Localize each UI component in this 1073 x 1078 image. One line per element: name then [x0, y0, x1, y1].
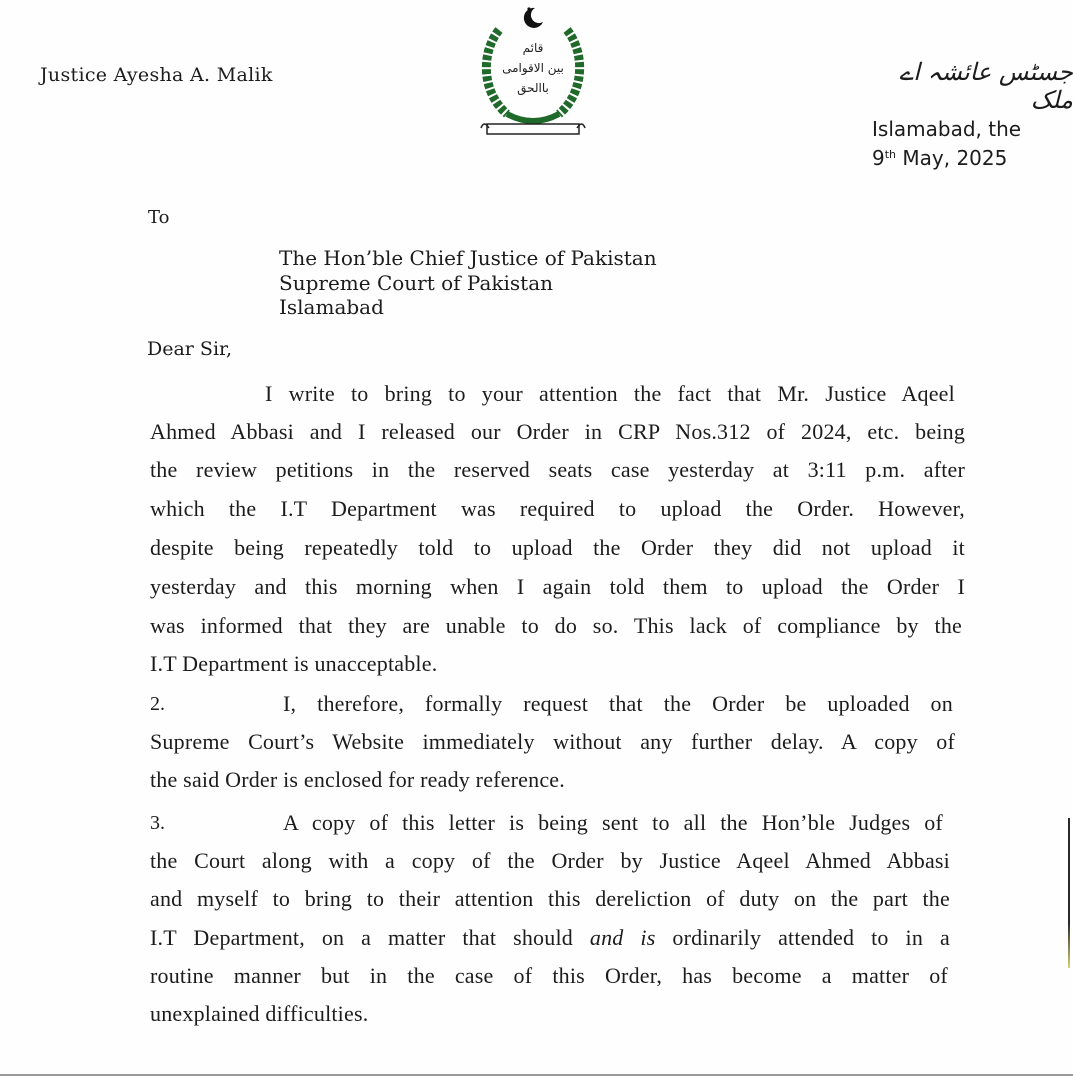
paragraph-line [150, 651, 437, 677]
paragraph-line [283, 810, 943, 836]
supreme-court-emblem-icon [477, 2, 589, 142]
text-run: I write to bring to your attention the fact that Mr. Justice Aqeel [265, 381, 955, 406]
paragraph-line [283, 691, 953, 717]
paragraph-line [150, 1001, 368, 1027]
salutation: Dear Sir, [147, 338, 233, 360]
sender-name-urdu: جسٹس عائشہ اے ملک [899, 58, 1073, 114]
date-day: 9 [872, 146, 885, 170]
date-rest: May, 2025 [902, 146, 1008, 170]
addressee-block [279, 246, 657, 320]
paragraph-line [150, 574, 965, 600]
paragraph-line [150, 613, 962, 639]
svg-text:قائم: قائم [522, 41, 544, 55]
text-run: which the I.T Department was required to upload the Order. However, [150, 496, 965, 521]
addressee-line: Supreme Court of Pakistan [279, 270, 554, 295]
paragraph-line [150, 848, 950, 874]
date-suffix: th [884, 148, 897, 161]
text-run: the review petitions in the reserved seats case yesterday at 3:11 p.m. after [150, 457, 966, 482]
date-line [872, 142, 1021, 171]
svg-text:بین الاقوامی: بین الاقوامی [502, 61, 564, 75]
paragraph-line [150, 729, 955, 755]
paragraph-line [265, 381, 955, 407]
text-run: the Court along with a copy of the Order by Justice Aqeel Ahmed Abbasi [150, 848, 950, 873]
paragraph-number: 2. [150, 693, 165, 715]
svg-text:باالحق: باالحق [517, 81, 549, 95]
text-run: despite being repeatedly told to upload the Order they did not upload it [150, 535, 965, 560]
addressee-line: Islamabad [279, 295, 384, 319]
place-and-date [872, 117, 1021, 171]
text-run: I, therefore, formally request that the Order be uploaded on [283, 691, 953, 716]
text-run: and myself to bring to their attention this dereliction of duty on the part the [150, 886, 950, 911]
to-label: To [148, 207, 170, 228]
sender-name: Justice Ayesha A. Malik [40, 64, 273, 86]
addressee-line: The Hon’ble Chief Justice of Pakistan [279, 246, 657, 270]
paragraph-line [150, 419, 965, 445]
text-run: was informed that they are unable to do so. This lack of compliance by the [150, 613, 962, 638]
paragraph-number: 3. [150, 812, 165, 834]
paragraph-line [150, 457, 965, 483]
paragraph-line [150, 767, 565, 793]
text-run: yesterday and this morning when I again told them to upload the Order I [150, 574, 965, 599]
paragraph-line [150, 886, 950, 912]
paragraph-line [150, 925, 950, 951]
paragraph-line [150, 496, 965, 522]
paragraph-line [150, 535, 965, 561]
text-run: routine manner but in the case of this Order, has become a matter of [150, 963, 948, 988]
text-run: I.T Department is unacceptable. [150, 651, 438, 676]
text-run: the said Order is enclosed for ready reference. [150, 767, 565, 792]
place-line: Islamabad, the [872, 117, 1022, 141]
text-run: Ahmed Abbasi and I released our Order in CRP Nos.312 of 2024, etc. being [150, 419, 966, 444]
emphasis-text: and is [589, 925, 656, 950]
text-run: Supreme Court’s Website immediately without any further delay. A copy of [150, 729, 955, 754]
paragraph-line [150, 963, 948, 989]
text-run: unexplained difficulties. [150, 1001, 369, 1026]
text-run: I.T Department, on a matter that should [150, 925, 590, 950]
page-edge-mark [1068, 818, 1070, 968]
page-bottom-rule [0, 1074, 1073, 1076]
text-run: ordinarily attended to in a [655, 925, 950, 950]
text-run: A copy of this letter is being sent to all the Hon’ble Judges of [283, 810, 943, 835]
